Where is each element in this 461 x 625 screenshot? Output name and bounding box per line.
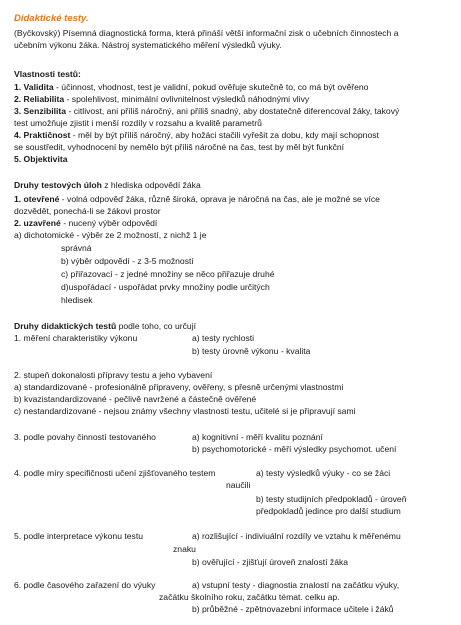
task-closed bbox=[14, 218, 157, 229]
closed-a-cont: správná bbox=[61, 243, 92, 253]
closed-b: b) výběr odpovědí - z 3-5 možností bbox=[61, 256, 194, 266]
heading-bold: Druhy testových úloh bbox=[14, 180, 102, 190]
criterion-2-b: b) kvazistandardizované - pečlivě navržené a částečně ověřené bbox=[14, 394, 257, 404]
property-term: 3. Senzibilita bbox=[14, 106, 67, 116]
criterion-4-b-cont: předpokladů jedince pro další studium bbox=[256, 506, 401, 516]
criterion-3-a: a) kognitivní - měří kvalitu poznání bbox=[192, 432, 323, 442]
criterion-5-cont: znaku bbox=[173, 544, 196, 554]
property-text: - spolehlivost, minimální ovlivnitelnost výsledků náhodnými vlivy bbox=[64, 94, 310, 104]
task-types-heading bbox=[14, 180, 201, 191]
closed-d-cont: hledisek bbox=[61, 295, 93, 305]
criterion-4-a: a) testy výsledků výuky - co se žáci bbox=[256, 468, 391, 478]
property-text: - měl by být příliš náročný, aby hožáci stačili vyřešit za dobu, kdy mají schopnost bbox=[70, 130, 379, 140]
criterion-6-b: b) průběžné - zpětnovazební informace učitele i žáků bbox=[192, 604, 394, 614]
property-text: se soustředit, vyhodnocení by nemělo být příliš náročné na čas, test by měl být funkční bbox=[14, 142, 345, 152]
task-open bbox=[14, 194, 380, 205]
property-text: - účinnost, vhodnost, test je validní, pokud ověřuje skutečně to, co má být ověřeno bbox=[53, 82, 369, 92]
property-text: test umožňuje zjistit i menší rozdíly v rozsahu a kvalitě parametrů bbox=[14, 118, 262, 128]
property-practicality-cont bbox=[14, 142, 344, 153]
property-sensitivity-cont bbox=[14, 118, 262, 129]
property-reliability bbox=[14, 94, 309, 105]
closed-d: d)uspořádací - uspořádat prvky množiny podle určitých bbox=[61, 282, 270, 292]
criterion-2: 2. stupeň dokonalosti přípravy testu a jeho vybavení bbox=[14, 370, 213, 380]
criterion-6-a: a) vstupní testy - diagnostia znalostí na začátku výuky, bbox=[192, 580, 400, 590]
property-objectivity bbox=[14, 154, 68, 165]
property-practicality bbox=[14, 130, 379, 141]
heading-bold: Druhy didaktických testů bbox=[14, 321, 117, 331]
criterion-2-c: c) nestandardizované - nejsou známy všechny vlastnosti testu, učitelé si je připravují sami bbox=[14, 406, 356, 416]
task-term: 2. uzavřené bbox=[14, 218, 61, 228]
property-sensitivity bbox=[14, 106, 399, 117]
criterion-6-a-cont: začátku školního roku, začátku témat. celku ap. bbox=[159, 592, 340, 602]
document-title: Didaktické testy. bbox=[14, 13, 89, 24]
criterion-4-b: b) testy studijních předpokladů - úroveň bbox=[256, 494, 407, 504]
task-text: - nucený výběr odpovědí bbox=[60, 218, 158, 228]
criterion-2-a: a) standardizované - profesionálně připraveny, ověřeny, s přesně určenými vlastnostmi bbox=[14, 382, 344, 392]
task-open-cont: dozvědět, ponechá-li se žákovi prostor bbox=[14, 206, 161, 216]
properties-heading: Vlastnosti testů: bbox=[14, 69, 81, 79]
criterion-3: 3. podle povahy činností testovaného bbox=[14, 432, 156, 442]
heading-rest: z hlediska odpovědí žáka bbox=[101, 180, 201, 190]
criterion-4: 4. podle míry specifičnosti učení zjišťovaného testem bbox=[14, 468, 216, 478]
criterion-6: 6. podle časového zařazení do výuky bbox=[14, 580, 156, 590]
property-term: 4. Praktičnost bbox=[14, 130, 71, 140]
task-text: - volná odpověď žáka, různě široká, oprava je náročná na čas, ale je možné se více bbox=[59, 194, 380, 204]
criterion-4-a-cont: naučili bbox=[226, 480, 251, 490]
closed-a: a) dichotomické - výběr ze 2 možností, z nichž 1 je bbox=[14, 230, 207, 240]
property-validity bbox=[14, 82, 368, 93]
criterion-5-a: a) rozlišující - indiviuální rozdíly ve vztahu k měřenému bbox=[192, 531, 401, 541]
property-term: 2. Reliabilita bbox=[14, 94, 65, 104]
criterion-5-b: b) ověřující - zjišťují úroveň znalostí žáka bbox=[192, 557, 349, 567]
property-term: 5. Objektivita bbox=[14, 154, 68, 164]
criterion-3-b: b) psychomotorické - měří výsledky psychomot. učení bbox=[192, 444, 397, 454]
heading-rest: podle toho, co určují bbox=[116, 321, 196, 331]
intro-line-2: učebním výkonu žáka. Nástroj systematického měření výsledků výuky. bbox=[14, 40, 282, 50]
property-term: 1. Validita bbox=[14, 82, 54, 92]
criterion-1-a: a) testy rychlosti bbox=[192, 333, 255, 343]
criterion-5: 5. podle interpretace výkonu testu bbox=[14, 531, 143, 541]
intro-line-1: (Byčkovský) Písemná diagnostická forma, která přináší větší informační zisk o učebních činnostech a bbox=[14, 28, 399, 38]
task-term: 1. otevřené bbox=[14, 194, 60, 204]
criterion-1: 1. měření charakteristiky výkonu bbox=[14, 333, 138, 343]
didactic-heading bbox=[14, 321, 196, 332]
criterion-1-b: b) testy úrovně výkonu - kvalita bbox=[192, 346, 311, 356]
property-text: - citlivost, ani příliš náročný, ani příliš snadný, aby dostatečně diferencoval žáky, takový bbox=[66, 106, 400, 116]
closed-c: c) přiřazovací - z jedné množiny se něco přiřazuje druhé bbox=[61, 269, 275, 279]
